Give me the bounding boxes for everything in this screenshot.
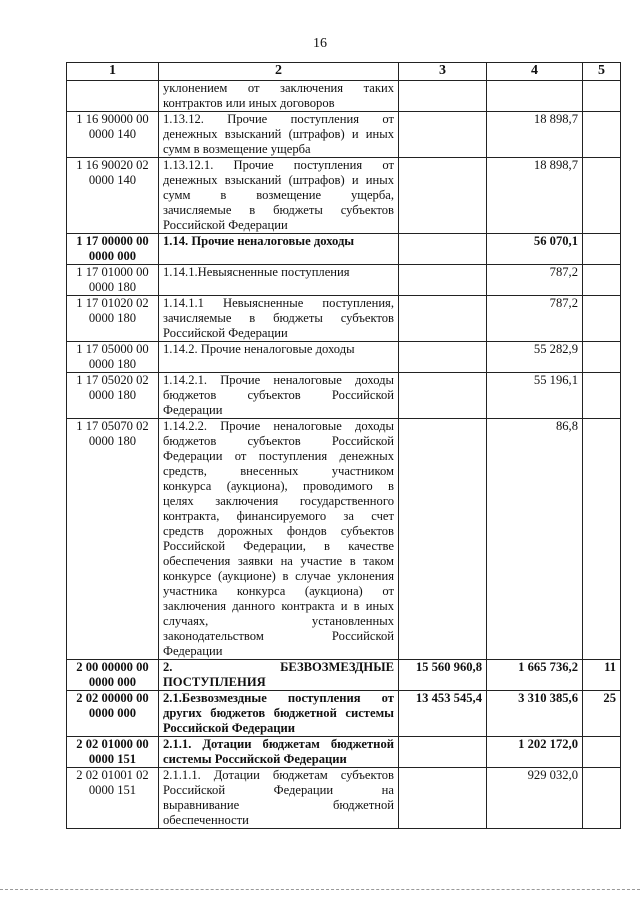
table-row <box>67 691 621 737</box>
amount-col4-cell <box>487 81 583 112</box>
amount-col4-cell: 55 196,1 <box>487 373 583 419</box>
item-name-line: конкурсе (аукционе) в случае уклонения <box>163 569 394 583</box>
item-name-line: 1.14. Прочие неналоговые доходы <box>163 234 355 248</box>
item-name-line: конкурса (аукциона), проводимого в <box>163 479 394 493</box>
table-row <box>67 234 621 265</box>
amount-col3-cell <box>399 296 487 342</box>
amount-col3-cell <box>399 265 487 296</box>
table-row <box>67 737 621 768</box>
item-name-line: ПОСТУПЛЕНИЯ <box>163 675 266 689</box>
table-row <box>67 342 621 373</box>
col5-cell <box>583 768 621 829</box>
item-name-line: денежных взысканий (штрафов) и иных <box>163 127 394 141</box>
item-name-line: других бюджетов бюджетной системы <box>163 706 394 720</box>
column-header: 4 <box>487 63 583 81</box>
amount-col3-cell <box>399 768 487 829</box>
item-name-cell <box>159 265 399 296</box>
item-name-line: выравнивание бюджетной <box>163 798 394 812</box>
amount-col4-cell: 55 282,9 <box>487 342 583 373</box>
table-row <box>67 660 621 691</box>
item-name-line: 2.1.Безвозмездные поступления от <box>163 691 394 705</box>
item-name-cell <box>159 737 399 768</box>
budget-code-cell: 1 17 01020 02 0000 180 <box>67 296 159 342</box>
item-name-cell <box>159 373 399 419</box>
budget-code-cell: 2 02 00000 00 0000 000 <box>67 691 159 737</box>
amount-col3-cell <box>399 112 487 158</box>
column-header: 3 <box>399 63 487 81</box>
amount-col3-cell <box>399 158 487 234</box>
item-name-line: бюджетов субъектов Российской <box>163 434 394 448</box>
item-name-line: бюджетов субъектов Российской <box>163 388 394 402</box>
col5-cell <box>583 158 621 234</box>
budget-code-cell: 2 02 01000 00 0000 151 <box>67 737 159 768</box>
item-name-line: законодательством Российской <box>163 629 394 643</box>
budget-revenue-table <box>66 62 621 829</box>
amount-col4-cell: 1 665 736,2 <box>487 660 583 691</box>
item-name-line: 1.13.12. Прочие поступления от <box>163 112 394 126</box>
item-name-line: Российской Федерации <box>163 721 296 735</box>
column-header: 2 <box>159 63 399 81</box>
amount-col3-cell <box>399 737 487 768</box>
item-name-line: обеспечения заявки на участие в таком <box>163 554 394 568</box>
item-name-line: контракта, финансируемого за счет <box>163 509 394 523</box>
col5-cell <box>583 234 621 265</box>
item-name-line: участника конкурса (аукциона) от <box>163 584 394 598</box>
item-name-line: сумм в возмещение ущерба, <box>163 188 394 202</box>
item-name-cell <box>159 768 399 829</box>
item-name-line: Российской Федерации <box>163 218 288 232</box>
budget-code-cell: 2 02 01001 02 0000 151 <box>67 768 159 829</box>
item-name-line: 1.14.2.2. Прочие неналоговые доходы <box>163 419 394 433</box>
table-row <box>67 81 621 112</box>
col5-cell <box>583 296 621 342</box>
table-row <box>67 419 621 660</box>
amount-col3-cell: 13 453 545,4 <box>399 691 487 737</box>
item-name-line: обеспеченности <box>163 813 249 827</box>
amount-col3-cell <box>399 81 487 112</box>
col5-cell <box>583 265 621 296</box>
budget-code-cell: 2 00 00000 00 0000 000 <box>67 660 159 691</box>
table-row <box>67 158 621 234</box>
table-row <box>67 373 621 419</box>
item-name-cell <box>159 342 399 373</box>
amount-col4-cell: 18 898,7 <box>487 112 583 158</box>
item-name-line: денежных взысканий (штрафов) и иных <box>163 173 394 187</box>
item-name-line: зачисляемые в бюджеты субъектов <box>163 203 394 217</box>
budget-code-cell: 1 17 05020 02 0000 180 <box>67 373 159 419</box>
item-name-cell <box>159 81 399 112</box>
column-header: 1 <box>67 63 159 81</box>
amount-col4-cell: 787,2 <box>487 296 583 342</box>
item-name-line: сумм в возмещение ущерба <box>163 142 311 156</box>
budget-code-cell: 1 16 90000 00 0000 140 <box>67 112 159 158</box>
item-name-line: целях заключения государственного <box>163 494 394 508</box>
amount-col4-cell: 1 202 172,0 <box>487 737 583 768</box>
amount-col3-cell: 15 560 960,8 <box>399 660 487 691</box>
amount-col3-cell <box>399 373 487 419</box>
item-name-line: уклонением от заключения таких <box>163 81 394 95</box>
budget-code-cell: 1 17 01000 00 0000 180 <box>67 265 159 296</box>
budget-code-cell: 1 17 00000 00 0000 000 <box>67 234 159 265</box>
col5-cell <box>583 81 621 112</box>
amount-col4-cell: 56 070,1 <box>487 234 583 265</box>
amount-col3-cell <box>399 342 487 373</box>
amount-col3-cell <box>399 419 487 660</box>
item-name-line: заключения данного контракта и в иных <box>163 599 394 613</box>
item-name-line: Российской Федерации <box>163 326 288 340</box>
item-name-line: Федерации <box>163 644 223 658</box>
col5-cell: 25 <box>583 691 621 737</box>
amount-col4-cell: 787,2 <box>487 265 583 296</box>
col5-cell <box>583 373 621 419</box>
item-name-line: случаях, установленных <box>163 614 394 628</box>
budget-code-cell: 1 17 05000 00 0000 180 <box>67 342 159 373</box>
item-name-line: Российской Федерации на <box>163 783 394 797</box>
item-name-line: 1.14.1.Невыясненные поступления <box>163 265 350 279</box>
amount-col4-cell: 86,8 <box>487 419 583 660</box>
budget-code-cell <box>67 81 159 112</box>
budget-code-cell: 1 17 05070 02 0000 180 <box>67 419 159 660</box>
amount-col4-cell: 929 032,0 <box>487 768 583 829</box>
item-name-line: 1.14.2.1. Прочие неналоговые доходы <box>163 373 394 387</box>
column-header: 5 <box>583 63 621 81</box>
col5-cell <box>583 342 621 373</box>
item-name-line: зачисляемые в бюджеты субъектов <box>163 311 394 325</box>
item-name-line: средств, внесенных участником <box>163 464 394 478</box>
item-name-line: 1.13.12.1. Прочие поступления от <box>163 158 394 172</box>
item-name-line: Федерации <box>163 403 223 417</box>
table-header-row <box>67 63 621 81</box>
table-body <box>67 81 621 829</box>
item-name-line: 2.1.1. Дотации бюджетам бюджетной <box>163 737 394 751</box>
item-name-line: контрактов или иных договоров <box>163 96 335 110</box>
item-name-cell <box>159 419 399 660</box>
item-name-line: 1.14.1.1 Невыясненные поступления, <box>163 296 394 310</box>
item-name-line: 2.1.1.1. Дотации бюджетам субъектов <box>163 768 394 782</box>
table-row <box>67 112 621 158</box>
item-name-cell <box>159 691 399 737</box>
item-name-line: 1.14.2. Прочие неналоговые доходы <box>163 342 355 356</box>
item-name-cell <box>159 234 399 265</box>
item-name-cell <box>159 112 399 158</box>
item-name-cell <box>159 660 399 691</box>
item-name-cell <box>159 296 399 342</box>
amount-col3-cell <box>399 234 487 265</box>
table-row <box>67 265 621 296</box>
item-name-line: средств дорожных фондов субъектов <box>163 524 394 538</box>
item-name-line: Федерации от поступления денежных <box>163 449 394 463</box>
amount-col4-cell: 3 310 385,6 <box>487 691 583 737</box>
table-row <box>67 296 621 342</box>
item-name-cell <box>159 158 399 234</box>
item-name-line: системы Российской Федерации <box>163 752 347 766</box>
page-number: 16 <box>313 36 327 51</box>
col5-cell: 11 <box>583 660 621 691</box>
item-name-line: Российской Федерации, в качестве <box>163 539 394 553</box>
budget-code-cell: 1 16 90020 02 0000 140 <box>67 158 159 234</box>
col5-cell <box>583 419 621 660</box>
item-name-line: 2. БЕЗВОЗМЕЗДНЫЕ <box>163 660 394 674</box>
col5-cell <box>583 737 621 768</box>
amount-col4-cell: 18 898,7 <box>487 158 583 234</box>
col5-cell <box>583 112 621 158</box>
table-row <box>67 768 621 829</box>
page-bottom-rule <box>0 889 640 890</box>
